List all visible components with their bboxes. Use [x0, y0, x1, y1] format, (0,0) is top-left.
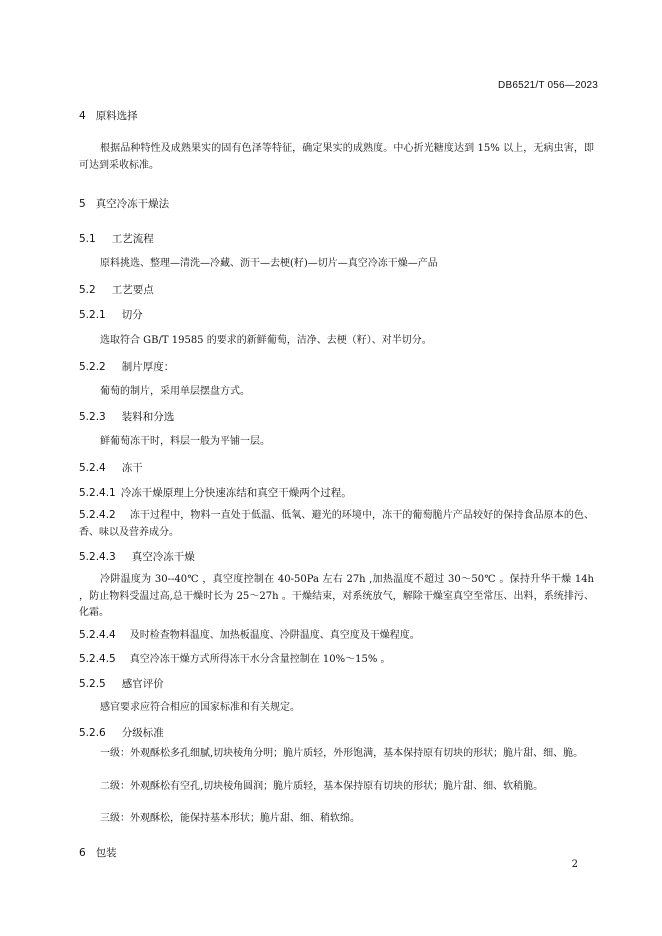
- section-5-2-3-heading: [79, 409, 594, 424]
- section-5-2-5-heading: [79, 676, 594, 691]
- section-number: 5.2.4.2: [79, 509, 116, 521]
- section-number: 5.2.4.3: [79, 551, 116, 563]
- section-number: 5.2.5: [79, 678, 106, 690]
- section-4-paragraph: 根据品种特性及成熟果实的固有色泽等特征，确定果实的成熟度。中心折光糖度达到 15% 以上，无病虫害，即可达到采收标准。: [79, 143, 594, 171]
- section-title: 冷冻干燥原理上分快速冻结和真空干燥两个过程。: [120, 487, 352, 499]
- section-number: 5.2.2: [79, 361, 106, 373]
- section-text: 冻干过程中，物料一直处于低温、低氧、避光的环境中，冻干的葡萄脆片产品较好的保持食品原本的色、香、味以及营养成分。: [79, 510, 594, 538]
- section-5-2-4-4-paragraph: [79, 627, 594, 645]
- section-5-1-heading: [79, 231, 594, 246]
- page-number: 2: [571, 859, 578, 870]
- grade-3-paragraph: 三级：外观酥松，能保持基本形状；脆片甜、细、稍软绵。: [100, 813, 360, 824]
- section-5-2-6-heading: [79, 725, 594, 740]
- section-5-2-heading: [79, 282, 594, 297]
- section-title: 原料选择: [95, 110, 138, 122]
- grade-1-paragraph: 一级：外观酥松多孔细腻,切块棱角分明；脆片质轻，外形饱满，基本保持原有切块的形状；脆片甜、细、脆。: [100, 748, 584, 759]
- section-title: 工艺流程: [111, 233, 154, 245]
- section-number: 5.2: [79, 284, 96, 296]
- document-code-header: DB6521/T 056—2023: [498, 80, 598, 91]
- section-title: 装料和分选: [121, 411, 175, 423]
- section-5-2-5-paragraph: 感官要求应符合相应的国家标准和有关规定。: [100, 702, 300, 713]
- section-5-2-1-paragraph: 选取符合 GB/T 19585 的要求的新鲜葡萄，洁净、去梗（籽）、对半切分。: [100, 335, 432, 346]
- section-number: 5.2.4: [79, 462, 106, 474]
- section-5-heading: [79, 196, 594, 211]
- section-number: 5.2.3: [79, 411, 106, 423]
- grade-2-paragraph: 二级：外观酥松有空孔,切块棱角圆润；脆片质轻，基本保持原有切块的形状；脆片甜、细、软稍脆。: [100, 781, 544, 792]
- section-6-heading: [79, 845, 594, 860]
- section-5-2-4-2-paragraph: [79, 507, 594, 541]
- section-title: 包装: [95, 847, 117, 859]
- section-5-2-4-5-paragraph: [79, 651, 594, 669]
- section-5-2-4-3-paragraph: 冷阱温度为 30--40℃ ，真空度控制在 40-50Pa 左右 27h ,加热温度不超过 30～50℃ 。保持升华干燥 14h ，防止物料受温过高,总干燥时长为 25～27h 。干燥结束，对系统放气，解除干燥室真空至常压、出料，系统排污、化霜。: [79, 574, 594, 618]
- section-title: 真空冷冻干燥法: [95, 198, 170, 210]
- section-title: 真空冷冻干燥: [131, 551, 195, 563]
- section-number: 5: [79, 198, 86, 210]
- section-5-2-4-heading: [79, 460, 594, 475]
- section-5-2-2-paragraph: 葡萄的制片，采用单层摆盘方式。: [100, 386, 250, 397]
- section-number: 5.1: [79, 233, 96, 245]
- section-title: 制片厚度：: [121, 361, 175, 373]
- section-5-2-1-heading: [79, 307, 594, 322]
- section-number: 4: [79, 110, 86, 122]
- section-number: 5.2.4.1: [79, 487, 116, 499]
- section-number: 6: [79, 847, 86, 859]
- section-5-2-4-3-heading: [79, 549, 594, 564]
- section-text: 及时检查物料温度、加热板温度、冷阱温度、真空度及干燥程度。: [129, 630, 420, 641]
- section-5-2-2-heading: [79, 359, 594, 374]
- section-text: 真空冷冻干燥方式所得冻干水分含量控制在 10%～15% 。: [129, 654, 391, 665]
- section-title: 工艺要点: [111, 284, 154, 296]
- section-title: 切分: [121, 309, 143, 321]
- section-title: 分级标准: [121, 727, 164, 739]
- section-number: 5.2.1: [79, 309, 106, 321]
- section-5-2-3-paragraph: 鲜葡萄冻干时，料层一般为平铺一层。: [100, 436, 270, 447]
- section-5-1-paragraph: 原料挑选、整理—清洗—冷藏、沥干—去梗(籽)—切片—真空冷冻干燥—产品: [100, 258, 438, 269]
- section-title: 冻干: [121, 462, 143, 474]
- section-number: 5.2.6: [79, 727, 106, 739]
- section-4-heading: [79, 108, 594, 123]
- section-number: 5.2.4.5: [79, 653, 116, 665]
- section-number: 5.2.4.4: [79, 629, 116, 641]
- section-title: 感官评价: [121, 678, 164, 690]
- section-5-2-4-1-heading: [79, 485, 594, 500]
